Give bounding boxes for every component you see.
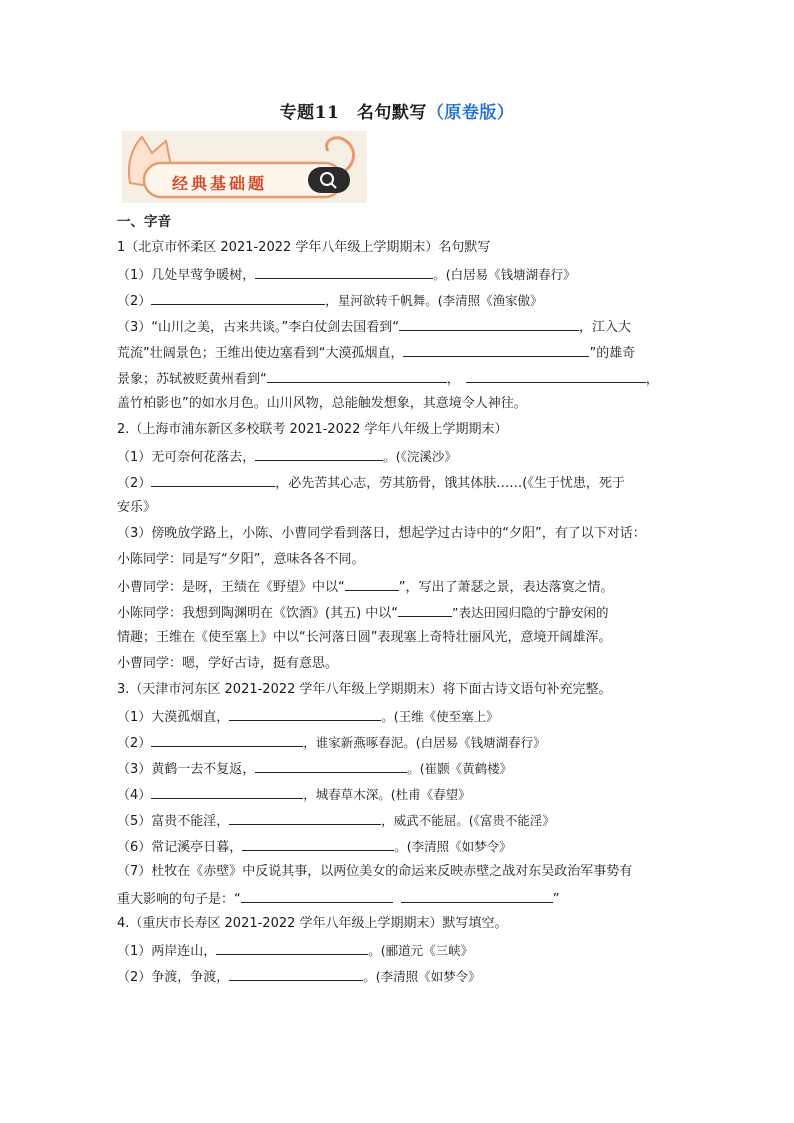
- q1-item-1: （1）几处早莺争暖树， 。(白居易《钱塘湖春行》: [117, 267, 576, 283]
- answer-blank[interactable]: [241, 890, 393, 903]
- q3-item-7: （7）杜牧在《赤壁》中反说其事，以两位美女的命运来反映赤壁之战对东吴政治军事势有: [117, 864, 633, 879]
- q3-item-3: （3）黄鹤一去不复返， 。(崔颢《黄鹤楼》: [117, 761, 513, 777]
- answer-blank[interactable]: [255, 266, 433, 279]
- q3-item-5: （5）富贵不能淫， ，威武不能屈。(《富贵不能淫》: [117, 813, 555, 829]
- q1-item-3-cont: 景象；苏轼被贬黄州看到“ ， ，: [117, 372, 659, 387]
- q3-item-6: （6）常记溪亭日暮， 。(李清照《如梦令》: [117, 839, 512, 855]
- answer-blank[interactable]: [255, 448, 383, 461]
- answer-blank[interactable]: [229, 812, 381, 825]
- q1-item-2: （2） ，星河欲转千帆舞。(李清照《渔家傲》: [117, 293, 543, 309]
- dialogue-line: 小曹同学：是呀，王绩在《野望》中以“ ”，写出了萧瑟之景，表达落寞之情。: [117, 580, 614, 595]
- q2-item-2-cont: 安乐》: [117, 500, 157, 515]
- q2-item-1: （1）无可奈何花落去， 。(《浣溪沙》: [117, 449, 457, 465]
- dialogue-line: 小陈同学：我想到陶渊明在《饮酒》(其五) 中以“ ”表达田园归隐的宁静安闲的: [117, 605, 609, 621]
- section-heading: 一、字音: [117, 214, 171, 230]
- question-3-heading: 3.（天津市河东区 2021-2022 学年八年级上学期期末）将下面古诗文语句补充完整。: [117, 682, 612, 697]
- answer-blank[interactable]: [466, 370, 646, 383]
- q3-item-4: （4） ，城春草木深。(杜甫《春望》: [117, 787, 471, 803]
- answer-blank[interactable]: [398, 604, 452, 617]
- banner-label: 经典基础题: [172, 174, 268, 193]
- q4-item-2: （2）争渡，争渡， 。(李清照《如梦令》: [117, 969, 481, 985]
- answer-blank[interactable]: [255, 760, 407, 773]
- q2-item-3: （3）傍晚放学路上，小陈、小曹同学看到落日，想起学过古诗中的“夕阳”，有了以下对话：: [117, 526, 646, 541]
- title-edition-tag: （原卷版）: [426, 103, 515, 123]
- dialogue-line: 情趣；王维在《使至塞上》中以“长河落日圆”表现塞上奇特壮丽风光，意境开阔雄浑。: [117, 630, 612, 645]
- dialogue-line: 小陈同学：同是写“夕阳”，意味各各不同。: [117, 552, 365, 567]
- answer-blank[interactable]: [229, 708, 381, 721]
- answer-blank[interactable]: [151, 474, 275, 487]
- question-1-heading: 1（北京市怀柔区 2021-2022 学年八年级上学期期末）名句默写: [117, 240, 491, 255]
- answer-blank[interactable]: [151, 292, 325, 305]
- answer-blank[interactable]: [401, 890, 553, 903]
- answer-blank[interactable]: [229, 968, 363, 981]
- q4-item-1: （1）两岸连山， 。(郦道元《三峡》: [117, 943, 474, 959]
- answer-blank[interactable]: [399, 318, 579, 331]
- question-4-heading: 4.（重庆市长寿区 2021-2022 学年八年级上学期期末）默写填空。: [117, 916, 508, 931]
- q1-item-3-cont: 荒流”壮阔景色；王维出使边塞看到“大漠孤烟直， ”的雄奇: [117, 346, 636, 361]
- q1-item-3: （3）“山川之美，古来共谈。”李白仗剑去国看到“ ，江入大: [117, 320, 631, 335]
- answer-blank[interactable]: [151, 734, 303, 747]
- answer-blank[interactable]: [216, 942, 368, 955]
- q3-item-2: （2） ，谁家新燕啄春泥。(白居易《钱塘湖春行》: [117, 735, 546, 751]
- answer-blank[interactable]: [267, 370, 447, 383]
- answer-blank[interactable]: [151, 786, 303, 799]
- q3-item-1: （1）大漠孤烟直， 。(王维《使至塞上》: [117, 709, 499, 725]
- page-title: [0, 98, 794, 123]
- q1-item-3-cont: 盖竹柏影也”的如水月色。山川风物，总能触发想象，其意境令人神往。: [117, 396, 527, 411]
- dialogue-line: 小曹同学：嗯，学好古诗，挺有意思。: [117, 656, 339, 671]
- answer-blank[interactable]: [403, 344, 589, 357]
- q2-item-2: （2） ，必先苦其心志，劳其筋骨，饿其体肤……(《生于忧患，死于: [117, 476, 625, 491]
- answer-blank[interactable]: [345, 578, 399, 591]
- title-main: 专题11 名句默写: [279, 103, 427, 123]
- section-banner: [122, 131, 367, 203]
- question-2-heading: 2.（上海市浦东新区多校联考 2021-2022 学年八年级上学期期末）: [117, 422, 508, 437]
- q3-item-7-cont: 重大影响的句子是：“ ”: [117, 892, 560, 907]
- answer-blank[interactable]: [242, 838, 394, 851]
